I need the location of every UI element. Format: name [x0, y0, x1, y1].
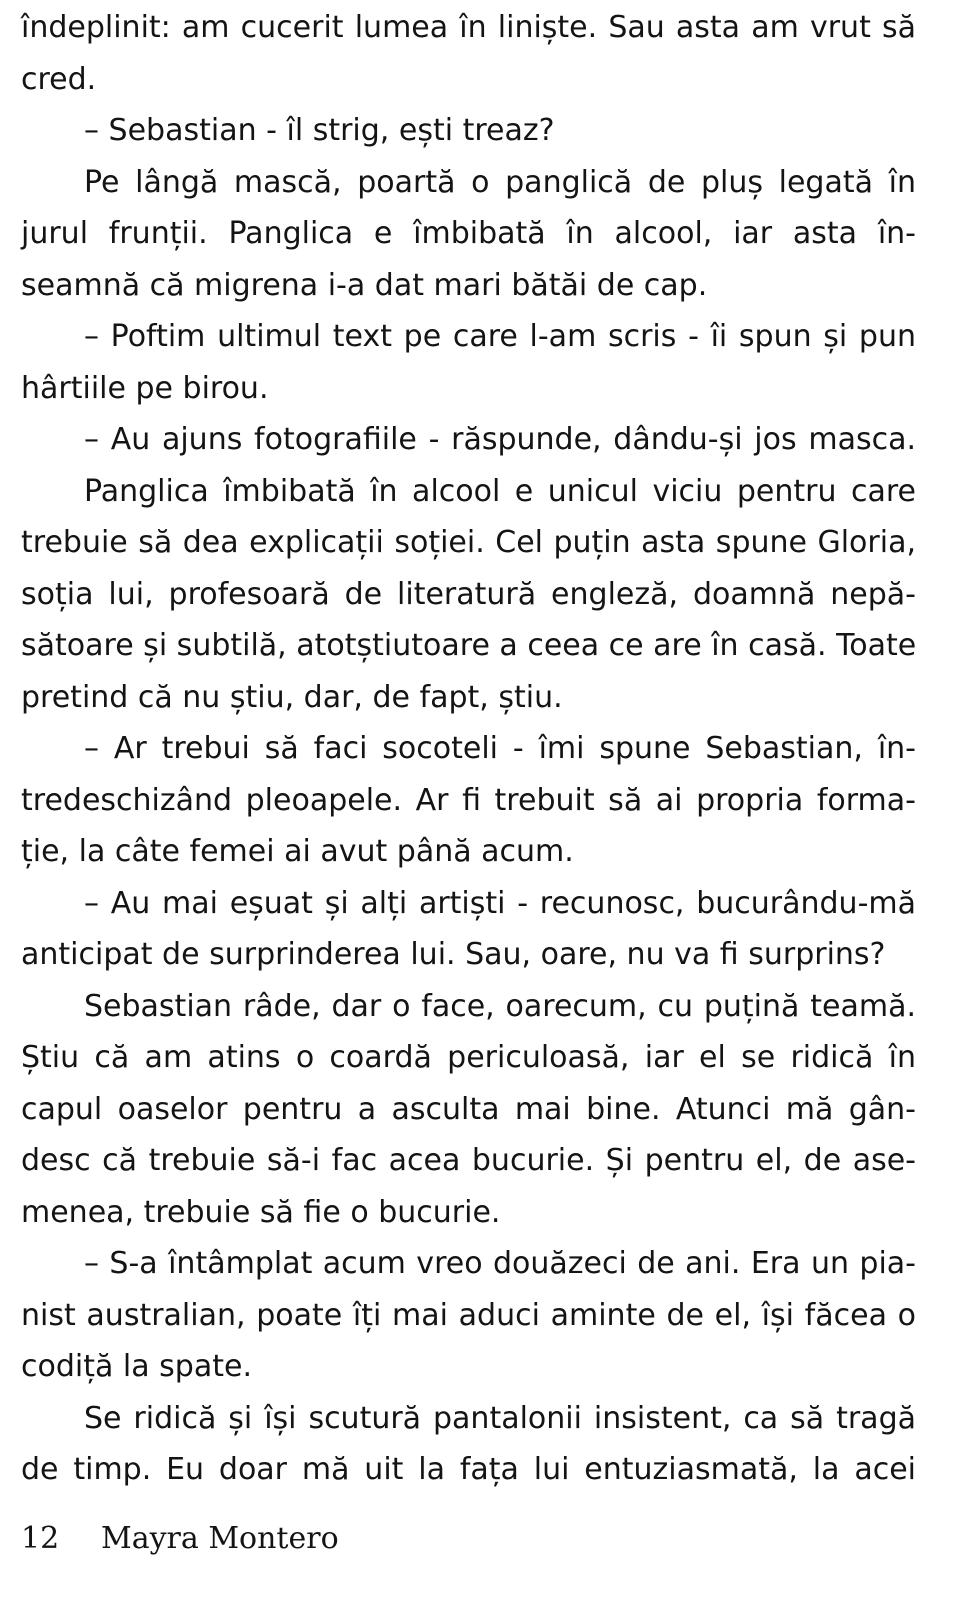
text-line: Se ridică și își scutură pantalonii insistent, ca să tragă [84, 1400, 916, 1436]
text-line: – Poftim ultimul text pe care l-am scris - îi spun și pun [84, 319, 916, 354]
text-line: anticipat de surprinderea lui. Sau, oare, nu va fi surprins? [21, 937, 886, 972]
text-line: cred. [21, 61, 97, 97]
text-line: Știu că am atins o coardă periculoasă, iar el se ridică în [21, 1040, 916, 1075]
text-line: codiță la spate. [21, 1349, 252, 1384]
text-line: nist australian, poate îți mai aduci aminte de el, își făcea o [21, 1297, 916, 1333]
text-line: – Sebastian - îl strig, ești treaz? [84, 113, 555, 148]
page-footer [21, 1514, 339, 1564]
text-line: sătoare și subtilă, atotștiutoare a ceea ce are în casă. Toate [21, 628, 917, 663]
text-line: capul oaselor pentru a asculta mai bine. Atunci mă gân- [21, 1091, 916, 1127]
text-line: desc că trebuie să-i fac acea bucurie. Și pentru el, de ase- [21, 1143, 916, 1178]
text-line: – S-a întâmplat acum vreo douăzeci de ani. Era un pia- [84, 1246, 916, 1281]
text-line: Sebastian râde, dar o face, oarecum, cu puțină teamă. [84, 988, 916, 1024]
text-line: – Au ajuns fotografiile - răspunde, dându-și jos masca. [84, 422, 916, 457]
text-line: menea, trebuie să fie o bucurie. [21, 1194, 501, 1230]
text-line: – Au mai eșuat și alți artiști - recunosc, bucurându-mă [84, 885, 916, 921]
text-line: de timp. Eu doar mă uit la fața lui entuziasmată, la acei [21, 1452, 916, 1487]
page-number: 12 [21, 1521, 60, 1556]
text-line: hârtiile pe birou. [21, 370, 269, 406]
text-line: ție, la câte femei ai avut până acum. [21, 834, 574, 869]
author-name: Mayra Montero [101, 1521, 339, 1556]
text-line: jurul frunții. Panglica e îmbibată în alcool, iar asta în- [21, 216, 916, 251]
text-line: Pe lângă mască, poartă o panglică de pluș legată în [84, 164, 916, 200]
text-line: seamnă că migrena i-a dat mari bătăi de cap. [21, 267, 708, 303]
text-line: Panglica îmbibată în alcool e unicul viciu pentru care [84, 473, 916, 509]
book-page-body [21, 2, 916, 1496]
text-line: tredeschizând pleoapele. Ar fi trebuit să ai propria forma- [21, 782, 916, 818]
text-line: – Ar trebui să faci socoteli - îmi spune Sebastian, în- [84, 731, 916, 766]
text-line: soția lui, profesoară de literatură engleză, doamnă nepă- [21, 576, 916, 612]
text-line: trebuie să dea explicații soției. Cel puțin asta spune Gloria, [21, 525, 916, 560]
text-line: îndeplinit: am cucerit lumea în liniște. Sau asta am vrut să [21, 10, 916, 45]
text-line: pretind că nu știu, dar, de fapt, știu. [21, 679, 563, 715]
